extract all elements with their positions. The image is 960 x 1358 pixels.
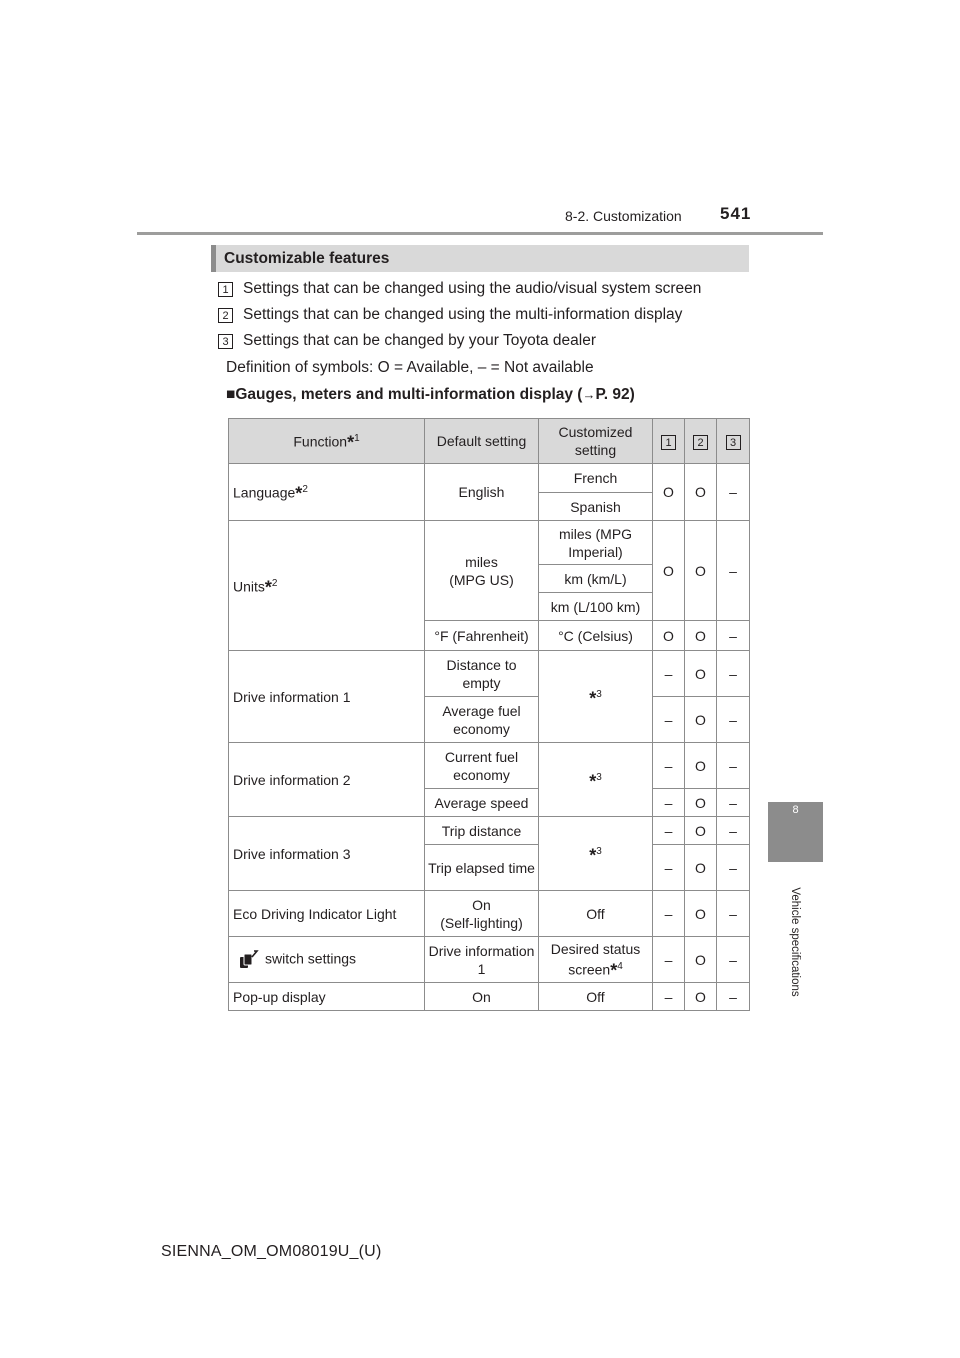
header-col-2: 2 [685,419,717,464]
customization-table [228,418,750,1011]
function-language: Language*$^2$ [229,464,425,521]
avail-1: – [653,697,685,743]
chapter-tab [768,802,823,862]
chapter-number: 8 [792,804,799,816]
avail-2: O [685,789,717,817]
function-drive-info-3: Drive information 3 [229,817,425,891]
default-trip-distance: Trip distance [425,817,539,845]
default-popup: On [425,983,539,1011]
custom-eco: Off [539,891,653,937]
function-eco-driving: Eco Driving Indicator Light [229,891,425,937]
header-custom: Customized setting [539,419,653,464]
avail-3: – [717,621,750,651]
avail-2: O [685,651,717,697]
chapter-label-text: Vehicle specifications [789,887,801,997]
section-title: 8-2. Customization [565,208,682,224]
avail-2: O [685,817,717,845]
avail-1: O [653,464,685,521]
table-row [229,983,750,1011]
option-french: French [539,464,653,493]
avail-1: O [653,621,685,651]
function-switch-settings: switch settings [229,937,425,983]
avail-3: – [717,789,750,817]
avail-3: – [717,983,750,1011]
default-distance-to-empty: Distance to empty [425,651,539,697]
option-miles-imperial: miles (MPG Imperial) [539,521,653,565]
legend-number-3: 3 [218,334,233,349]
avail-2: O [685,743,717,789]
avail-2: O [685,983,717,1011]
default-eco: On (Self-lighting) [425,891,539,937]
function-units: Units*$^2$ [229,521,425,651]
default-units: miles (MPG US) [425,521,539,621]
default-average-speed: Average speed [425,789,539,817]
function-drive-info-1: Drive information 1 [229,651,425,743]
avail-1: – [653,845,685,891]
header-col-1: 1 [653,419,685,464]
avail-1: – [653,937,685,983]
avail-3: – [717,521,750,621]
avail-1: – [653,891,685,937]
option-celsius: °C (Celsius) [539,621,653,651]
avail-3: – [717,845,750,891]
custom-drive-info-2: *$^3$ [539,743,653,817]
custom-popup: Off [539,983,653,1011]
subheading-text: Gauges, meters and multi-information display ( [235,386,583,403]
option-spanish: Spanish [539,493,653,521]
header-rule [137,232,823,235]
header-default: Default setting [425,419,539,464]
avail-2: O [685,621,717,651]
avail-3: – [717,651,750,697]
avail-2: O [685,464,717,521]
subheading [226,386,635,404]
legend-text-1: Settings that can be changed using the audio/visual system screen [243,280,702,297]
header-function: Function*$^1$ [229,419,425,464]
default-temperature: °F (Fahrenheit) [425,621,539,651]
chapter-label [768,862,823,1022]
default-current-fuel-economy: Current fuel economy [425,743,539,789]
table-row [229,937,750,983]
default-language: English [425,464,539,521]
default-trip-elapsed-time: Trip elapsed time [425,845,539,891]
avail-1: – [653,651,685,697]
avail-2: O [685,845,717,891]
avail-3: – [717,743,750,789]
document-code: SIENNA_OM_OM08019U_(U) [161,1243,382,1260]
table-row [229,817,750,845]
header-col-3: 3 [717,419,750,464]
table-header-row [229,419,750,464]
avail-1: – [653,789,685,817]
table-row [229,743,750,789]
legend-number-2: 2 [218,308,233,323]
section-heading: Customizable features [211,245,749,272]
default-average-fuel-economy: Average fuel economy [425,697,539,743]
avail-3: – [717,697,750,743]
function-drive-info-2: Drive information 2 [229,743,425,817]
avail-3: – [717,817,750,845]
page-reference-link[interactable]: P. 92) [595,386,635,403]
avail-2: O [685,891,717,937]
asterisk-icon: * [347,432,355,453]
option-km-l100: km (L/100 km) [539,593,653,621]
table-row [229,464,750,493]
avail-1: O [653,521,685,621]
symbol-definition: Definition of symbols: O = Available, – = Not available [226,359,594,376]
arrow-right-icon: → [582,387,596,402]
custom-drive-info-3: *$^3$ [539,817,653,891]
legend-text-2: Settings that can be changed using the multi-information display [243,306,683,323]
table-row [229,651,750,697]
avail-1: – [653,983,685,1011]
steering-switch-icon [237,949,259,971]
table-row [229,521,750,565]
avail-1: – [653,743,685,789]
avail-3: – [717,937,750,983]
page-number: 541 [720,204,752,223]
avail-2: O [685,697,717,743]
legend-text-3: Settings that can be changed by your Toyota dealer [243,332,597,349]
custom-drive-info-1: *$^3$ [539,651,653,743]
default-switch: Drive information 1 [425,937,539,983]
avail-3: – [717,891,750,937]
function-popup-display: Pop-up display [229,983,425,1011]
avail-2: O [685,521,717,621]
square-bullet-icon: ■ [226,386,236,403]
legend-number-1: 1 [218,282,233,297]
table-row [229,891,750,937]
avail-1: – [653,817,685,845]
custom-switch: Desired status screen*$^4$ [539,937,653,983]
option-km-kml: km (km/L) [539,565,653,593]
avail-3: – [717,464,750,521]
avail-2: O [685,937,717,983]
